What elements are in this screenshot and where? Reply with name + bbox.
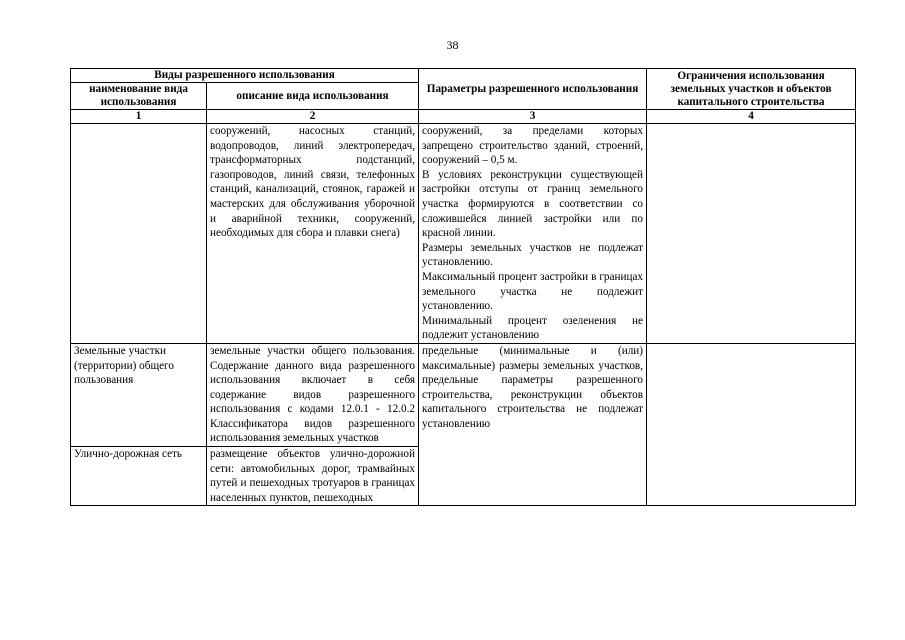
- parameters-cell: предельные (минимальные и (или) максимальные) размеры земельных участков, предельные параметры разрешенного строительства, реконструкции объектов капитального строительства не подлежат установлению: [419, 343, 647, 506]
- use-name-cell: [71, 124, 207, 344]
- parameter-paragraph: Минимальный процент озеленения не подлежит установлению: [422, 314, 644, 342]
- column-number-3: 3: [419, 110, 647, 124]
- header-restrictions: Ограничения использования земельных участков и объектов капитального строительства: [647, 69, 856, 110]
- parameter-paragraph: В условиях реконструкции существующей застройки отступы от границ земельного участка формируются в соответствии со сложившейся линией застройки или по красной линии.: [422, 168, 644, 240]
- table-row: [71, 124, 856, 344]
- parameter-paragraph: Размеры земельных участков не подлежат установлению.: [422, 241, 644, 269]
- use-name-cell: Улично-дорожная сеть: [71, 447, 207, 506]
- use-description-cell: земельные участки общего пользования. Содержание данного вида разрешенного использования включает в себя содержание видов разрешенного использования с кодами 12.0.1 - 12.0.2 Классификатора видов разрешенного использования земельных участков: [207, 343, 419, 446]
- column-number-4: 4: [647, 110, 856, 124]
- parameters-cell: [419, 124, 647, 344]
- header-parameters: Параметры разрешенного использования: [419, 69, 647, 110]
- use-description-cell: размещение объектов улично-дорожной сети: автомобильных дорог, трамвайных путей и пешеходных тротуаров в границах населенных пунктов, пешеходных: [207, 447, 419, 506]
- parameter-paragraph: Максимальный процент застройки в границах земельного участка не подлежит установлению.: [422, 270, 644, 313]
- header-use-description: описание вида использования: [207, 83, 419, 110]
- column-number-2: 2: [207, 110, 419, 124]
- header-use-name: наименование вида использования: [71, 83, 207, 110]
- parameter-paragraph: сооружений, за пределами которых запрещено строительство зданий, строений, сооружений – 0,5 м.: [422, 125, 644, 167]
- table-row: [71, 343, 856, 446]
- restrictions-cell: [647, 124, 856, 344]
- use-name-cell: Земельные участки (территории) общего пользования: [71, 343, 207, 446]
- page-number: 38: [446, 38, 459, 52]
- column-number-1: 1: [71, 110, 207, 124]
- restrictions-cell: [647, 343, 856, 506]
- header-permitted-use-types: Виды разрешенного использования: [71, 69, 419, 83]
- permitted-use-table: [70, 68, 856, 506]
- use-description-cell: сооружений, насосных станций, водопроводов, линий электропередач, трансформаторных подстанций, газопроводов, линий связи, телефонных станций, канализаций, стоянок, гаражей и мастерских для обслуживания уборочной и аварийной техники, сооружений, необходимых для сбора и плавки снега): [207, 124, 419, 344]
